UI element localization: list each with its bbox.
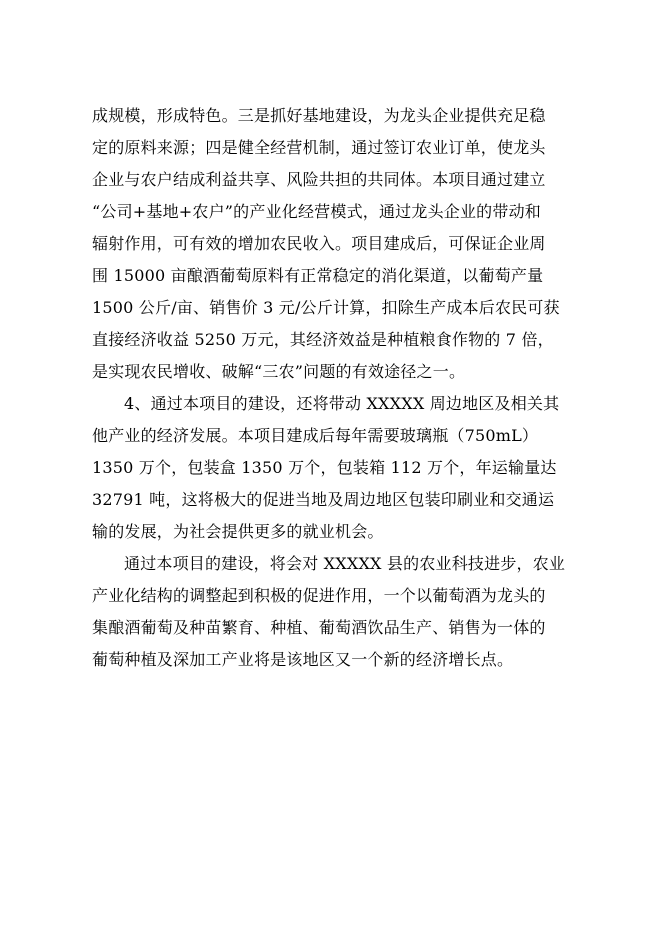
text-line: 32791 吨，这将极大的促进当地及周边地区包装印刷业和交通运 (92, 490, 555, 509)
text-line: 产业化结构的调整起到积极的促进作用，一个以葡萄酒为龙头的 (92, 586, 546, 605)
text-line: “公司+基地+农户”的产业化经营模式，通过龙头企业的带动和 (92, 202, 541, 221)
text-line: 4、通过本项目的建设，还将带动 XXXXX 周边地区及相关其 (124, 394, 560, 413)
text-line: 葡萄种植及深加工产业将是该地区又一个新的经济增长点。 (92, 650, 514, 669)
text-line: 定的原料来源；四是健全经营机制，通过签订农业订单，使龙头 (92, 138, 546, 157)
text-line: 辐射作用，可有效的增加农民收入。项目建成后，可保证企业周 (92, 234, 546, 253)
text-line: 1500 公斤/亩、销售价 3 元/公斤计算，扣除生产成本后农民可获 (92, 298, 560, 317)
text-line: 通过本项目的建设，将会对 XXXXX 县的农业科技进步，农业 (124, 554, 566, 573)
text-line: 输的发展，为社会提供更多的就业机会。 (92, 522, 384, 541)
text-line: 他产业的经济发展。本项目建成后每年需要玻璃瓶（750mL） (92, 426, 539, 445)
text-line: 企业与农户结成利益共享、风险共担的共同体。本项目通过建立 (92, 170, 546, 189)
text-line: 集酿酒葡萄及种苗繁育、种植、葡萄酒饮品生产、销售为一体的 (92, 618, 546, 637)
text-line: 是实现农民增收、破解“三农”问题的有效途径之一。 (92, 362, 466, 381)
text-line: 围 15000 亩酿酒葡萄原料有正常稳定的消化渠道，以葡萄产量 (92, 266, 544, 285)
text-line: 成规模，形成特色。三是抓好基地建设，为龙头企业提供充足稳 (92, 106, 546, 125)
text-line: 1350 万个，包装盒 1350 万个，包装箱 112 万个，年运输量达 (92, 458, 557, 477)
text-line: 直接经济收益 5250 万元，其经济效益是种植粮食作物的 7 倍， (92, 330, 554, 349)
